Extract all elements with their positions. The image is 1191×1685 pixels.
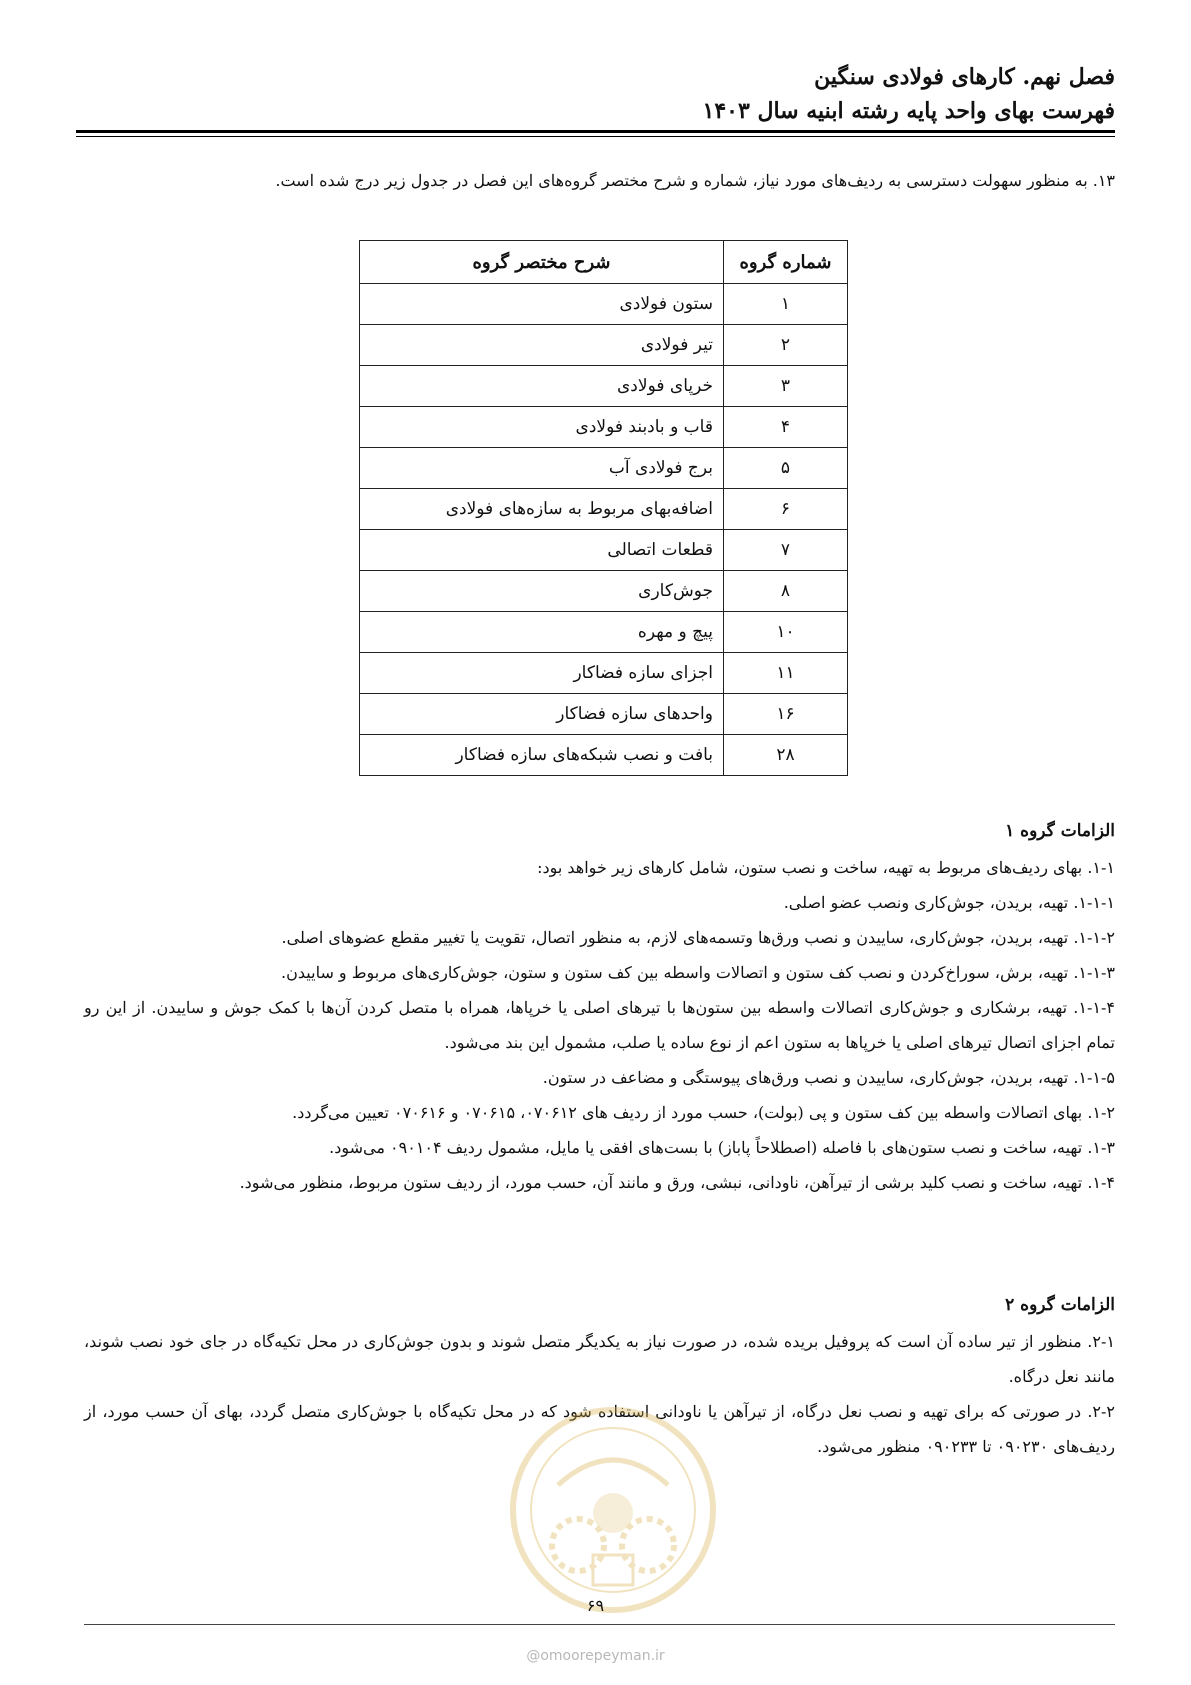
group-description: برج فولادی آب bbox=[360, 448, 724, 489]
table-row bbox=[360, 612, 848, 653]
group-number: ۱۰ bbox=[724, 612, 848, 653]
header-rule-thin bbox=[76, 136, 1115, 137]
paragraph: ۱-۱-۴. تهیه، برشکاری و جوش‌کاری اتصالات واسطه بین ستون‌ها با تیرهای اصلی یا خرپاها، همراه با متصل کردن آن‌ها با کمک جوش و ساییدن. از این رو تمام اجزای اتصال تیرهای اصلی یا خرپاها به ستون اعم از نوع ساده یا صلب، مشمول این بند می‌شود. bbox=[84, 998, 1115, 1052]
document-title: فهرست بهای واحد پایه رشته ابنیه سال ۱۴۰۳ bbox=[702, 98, 1115, 124]
table-row bbox=[360, 366, 848, 407]
paragraph: ۱-۱. بهای ردیف‌های مربوط به تهیه، ساخت و نصب ستون، شامل کارهای زیر خواهد بود: bbox=[537, 858, 1115, 877]
group-number: ۷ bbox=[724, 530, 848, 571]
table-row bbox=[360, 448, 848, 489]
group1-requirements bbox=[84, 816, 1115, 1200]
watermark-seal-icon bbox=[498, 1395, 728, 1625]
group-number: ۱۶ bbox=[724, 694, 848, 735]
table-row bbox=[360, 571, 848, 612]
paragraph: ۱-۱-۳. تهیه، برش، سوراخ‌کردن و نصب کف ستون و اتصالات واسطه بین کف ستون و ستون، جوش‌کاری‌های مربوط و ساییدن. bbox=[281, 963, 1115, 982]
table-row bbox=[360, 325, 848, 366]
column-header-number: شماره گروه bbox=[724, 241, 848, 284]
section-heading: الزامات گروه ۱ bbox=[1005, 821, 1115, 841]
group-description: قطعات اتصالی bbox=[360, 530, 724, 571]
paragraph: ۱-۳. تهیه، ساخت و نصب ستون‌های با فاصله (اصطلاحاً پاباز) با بست‌های افقی یا مایل، مشمول ردیف ۰۹۰۱۰۴ می‌شود. bbox=[329, 1138, 1115, 1157]
table-row bbox=[360, 530, 848, 571]
section-heading: الزامات گروه ۲ bbox=[1005, 1295, 1115, 1315]
group-number: ۱۱ bbox=[724, 653, 848, 694]
paragraph: ۱-۲. بهای اتصالات واسطه بین کف ستون و پی (بولت)، حسب مورد از ردیف های ۰۷۰۶۱۲، ۰۷۰۶۱۵ و ۰۷۰۶۱۶ تعیین می‌گردد. bbox=[292, 1103, 1115, 1122]
table-row bbox=[360, 694, 848, 735]
table-header-row bbox=[360, 241, 848, 284]
intro-paragraph: ۱۳. به منظور سهولت دسترسی به ردیف‌های مورد نیاز، شماره و شرح مختصر گروه‌های این فصل در جدول زیر درج شده است. bbox=[275, 171, 1115, 190]
paragraph: ۱-۴. تهیه، ساخت و نصب کلید برشی از تیرآهن، ناودانی، نبشی، ورق و مانند آن، حسب مورد، از ردیف ستون مربوط، منظور می‌شود. bbox=[239, 1173, 1115, 1192]
group-description: تیر فولادی bbox=[360, 325, 724, 366]
group-description: اضافه‌بهای مربوط به سازه‌های فولادی bbox=[360, 489, 724, 530]
header-rule-thick bbox=[76, 130, 1115, 133]
table-row bbox=[360, 284, 848, 325]
page-header bbox=[703, 60, 1115, 128]
group-number: ۵ bbox=[724, 448, 848, 489]
paragraph: ۲-۱. منظور از تیر ساده آن است که پروفیل بریده شده، در صورت نیاز به یکدیگر متصل شوند و بدون جوش‌کاری در محل تکیه‌گاه در جای خود نصب شوند، مانند نعل درگاه. bbox=[84, 1332, 1115, 1386]
paragraph: ۱-۱-۲. تهیه، بریدن، جوش‌کاری، ساییدن و نصب ورق‌ها وتسمه‌های لازم، به منظور اتصال، تقویت یا تغییر مقطع عضوهای اصلی. bbox=[281, 928, 1115, 947]
group-number: ۳ bbox=[724, 366, 848, 407]
group-description: قاب و بادبند فولادی bbox=[360, 407, 724, 448]
paragraph: ۱-۱-۱. تهیه، بریدن، جوش‌کاری ونصب عضو اصلی. bbox=[783, 893, 1115, 912]
group-number: ۲ bbox=[724, 325, 848, 366]
group-description: خرپای فولادی bbox=[360, 366, 724, 407]
paragraph: ۱-۱-۵. تهیه، بریدن، جوش‌کاری، ساییدن و نصب ورق‌های پیوستگی و مضاعف در ستون. bbox=[542, 1068, 1115, 1087]
table-row bbox=[360, 407, 848, 448]
group-description: اجزای سازه فضاکار bbox=[360, 653, 724, 694]
group-number: ۴ bbox=[724, 407, 848, 448]
group-description: واحدهای سازه فضاکار bbox=[360, 694, 724, 735]
chapter-title: فصل نهم. کارهای فولادی سنگین bbox=[814, 64, 1115, 90]
group-description: ستون فولادی bbox=[360, 284, 724, 325]
group-description: پیچ و مهره bbox=[360, 612, 724, 653]
group-number: ۶ bbox=[724, 489, 848, 530]
table-row bbox=[360, 489, 848, 530]
group-description: بافت و نصب شبکه‌های سازه فضاکار bbox=[360, 735, 724, 776]
group-number: ۸ bbox=[724, 571, 848, 612]
groups-table bbox=[359, 240, 848, 776]
group-number: ۲۸ bbox=[724, 735, 848, 776]
column-header-description: شرح مختصر گروه bbox=[360, 241, 724, 284]
group-description: جوش‌کاری bbox=[360, 571, 724, 612]
table-row bbox=[360, 653, 848, 694]
table-row bbox=[360, 735, 848, 776]
page-number: ۶۹ bbox=[586, 1596, 605, 1615]
group-number: ۱ bbox=[724, 284, 848, 325]
paragraph: ۲-۲. در صورتی که برای تهیه و نصب نعل درگاه، از تیرآهن یا ناودانی استفاده شود که در محل تکیه‌گاه با جوش‌کاری متصل گردد، بهای آن حسب مورد، از ردیف‌های ۰۹۰۲۳۰ تا ۰۹۰۲۳۳ منظور می‌شود. bbox=[84, 1402, 1115, 1456]
footer-rule bbox=[84, 1624, 1115, 1625]
website-watermark: @omoorepeyman.ir bbox=[526, 1648, 665, 1664]
